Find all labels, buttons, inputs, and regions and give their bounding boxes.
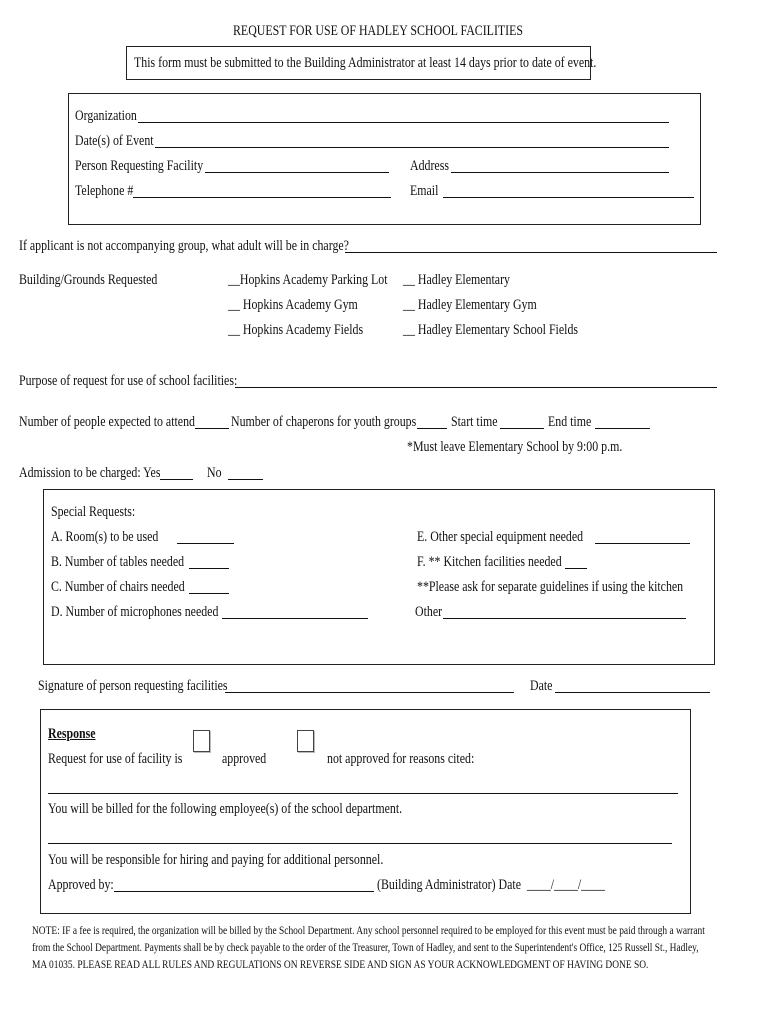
- adult-question: If applicant is not accompanying group, what adult will be in charge?: [19, 238, 349, 254]
- end-time-label: End time: [548, 414, 592, 430]
- organization-field[interactable]: [138, 122, 669, 123]
- start-time-field[interactable]: [500, 428, 544, 429]
- signature-field[interactable]: [225, 692, 514, 693]
- admission-yes-field[interactable]: [160, 479, 193, 480]
- chairs-field[interactable]: [189, 593, 229, 594]
- special-heading: Special Requests:: [51, 504, 136, 520]
- buildings-label: Building/Grounds Requested: [19, 272, 158, 288]
- responsible-text: You will be responsible for hiring and paying for additional personnel.: [48, 852, 384, 868]
- address-label: Address: [410, 158, 449, 174]
- footer-note-line: MA 01035. PLEASE READ ALL RULES AND REGULATIONS ON REVERSE SIDE AND SIGN AS YOUR ACKNOWLEDGMENT OF HAVING DONE SO.: [32, 959, 649, 971]
- chaperons-label: Number of chaperons for youth groups: [231, 414, 417, 430]
- chaperons-field[interactable]: [417, 428, 447, 429]
- microphones-field[interactable]: [222, 618, 368, 619]
- not-approved-checkbox[interactable]: [297, 730, 314, 752]
- equipment-field[interactable]: [595, 543, 690, 544]
- email-field[interactable]: [443, 197, 694, 198]
- person-field[interactable]: [205, 172, 389, 173]
- signature-date-field[interactable]: [555, 692, 710, 693]
- approved-label: approved: [222, 751, 267, 767]
- approved-by-label: Approved by:: [48, 877, 114, 893]
- rooms-label: A. Room(s) to be used: [51, 529, 159, 545]
- admission-no-label: No: [207, 465, 222, 481]
- tables-field[interactable]: [189, 568, 229, 569]
- organization-label: Organization: [75, 108, 137, 124]
- building-option[interactable]: __ Hopkins Academy Fields: [228, 322, 364, 338]
- response-heading: Response: [48, 726, 96, 742]
- admin-date-field[interactable]: ____/____/____: [527, 877, 605, 893]
- other-label: Other: [415, 604, 443, 620]
- request-label: Request for use of facility is: [48, 751, 183, 767]
- reasons-field[interactable]: [48, 793, 678, 794]
- dates-label: Date(s) of Event: [75, 133, 154, 149]
- notice-text: This form must be submitted to the Building Administrator at least 14 days prior to date of event.: [134, 55, 597, 71]
- telephone-field[interactable]: [133, 197, 391, 198]
- building-option[interactable]: __Hopkins Academy Parking Lot: [228, 272, 388, 288]
- email-label: Email: [410, 183, 439, 199]
- signature-date-label: Date: [530, 678, 553, 694]
- dates-field[interactable]: [155, 147, 669, 148]
- billed-text: You will be billed for the following employee(s) of the school department.: [48, 801, 403, 817]
- start-time-label: Start time: [451, 414, 498, 430]
- admin-date-label: (Building Administrator) Date: [377, 877, 521, 893]
- footer-note-line: from the School Department. Payments shall be by check payable to the order of the Treasurer, Town of Hadley, and sent to the Superintendent's Office, 125 Russell St., Hadley,: [32, 942, 699, 954]
- person-label: Person Requesting Facility: [75, 158, 204, 174]
- employees-field[interactable]: [48, 843, 672, 844]
- end-time-field[interactable]: [595, 428, 650, 429]
- approved-by-field[interactable]: [114, 891, 374, 892]
- not-approved-label: not approved for reasons cited:: [327, 751, 475, 767]
- people-field[interactable]: [195, 428, 229, 429]
- adult-field[interactable]: [345, 252, 717, 253]
- building-option[interactable]: __ Hopkins Academy Gym: [228, 297, 358, 313]
- footer-note-line: NOTE: IF a fee is required, the organization will be billed by the School Department. Any school personnel required to be employed for this event must be paid through a warrant: [32, 925, 705, 937]
- building-option[interactable]: __ Hadley Elementary: [403, 272, 510, 288]
- chairs-label: C. Number of chairs needed: [51, 579, 185, 595]
- signature-label: Signature of person requesting facilities: [38, 678, 228, 694]
- other-field[interactable]: [443, 618, 686, 619]
- telephone-label: Telephone #: [75, 183, 134, 199]
- approved-checkbox[interactable]: [193, 730, 210, 752]
- special-requests-box: [43, 489, 715, 665]
- kitchen-label: F. ** Kitchen facilities needed: [417, 554, 562, 570]
- tables-label: B. Number of tables needed: [51, 554, 185, 570]
- admission-no-field[interactable]: [228, 479, 263, 480]
- purpose-label: Purpose of request for use of school facilities:: [19, 373, 238, 389]
- building-option[interactable]: __ Hadley Elementary Gym: [403, 297, 537, 313]
- microphones-label: D. Number of microphones needed: [51, 604, 219, 620]
- admission-label: Admission to be charged: Yes: [19, 465, 161, 481]
- people-label: Number of people expected to attend: [19, 414, 195, 430]
- purpose-field[interactable]: [235, 387, 717, 388]
- building-option[interactable]: __ Hadley Elementary School Fields: [403, 322, 579, 338]
- kitchen-field[interactable]: [565, 568, 587, 569]
- equipment-label: E. Other special equipment needed: [417, 529, 584, 545]
- rooms-field[interactable]: [177, 543, 234, 544]
- address-field[interactable]: [451, 172, 669, 173]
- must-leave-note: *Must leave Elementary School by 9:00 p.m.: [407, 439, 623, 455]
- kitchen-note: **Please ask for separate guidelines if using the kitchen: [417, 579, 684, 595]
- page-title: REQUEST FOR USE OF HADLEY SCHOOL FACILITIES: [233, 23, 524, 39]
